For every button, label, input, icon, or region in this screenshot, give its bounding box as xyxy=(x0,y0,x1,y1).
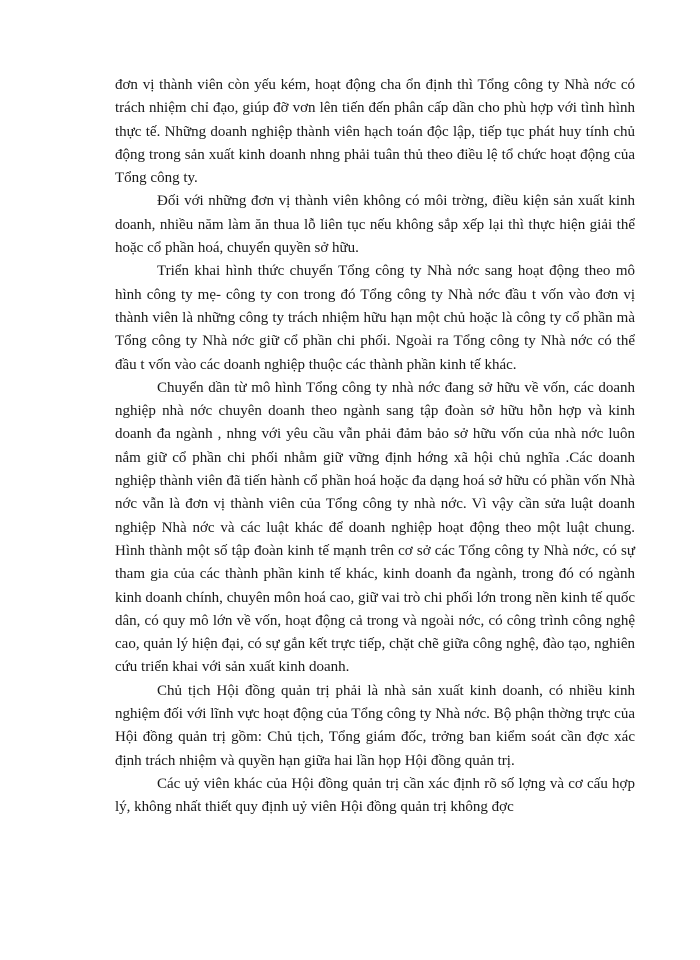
paragraph-5: Chủ tịch Hội đồng quản trị phải là nhà sản xuất kinh doanh, có nhiều kinh nghiệm đối với lĩnh vực hoạt động của Tổng công ty Nhà nớc. Bộ phận thờng trực của Hội đồng quản trị gồm: Chủ tịch, Tổng giám đốc, trởng ban kiểm soát cần đợc xác định trách nhiệm và quyền hạn giữa hai lần họp Hội đồng quản trị. xyxy=(115,682,635,769)
document-page xyxy=(115,74,635,820)
paragraph-4: Chuyển dần từ mô hình Tổng công ty nhà nớc đang sở hữu về vốn, các doanh nghiệp nhà nớc chuyên doanh theo ngành sang tập đoàn sở hữu hỗn hợp và kinh doanh đa ngành , nhng với yêu cầu vẫn phải đảm bảo sở hữu vốn của nhà nớc luôn nắm giữ cổ phần chi phối nhằm giữ vững định hớng xã hội chủ nghĩa .Các doanh nghiệp thành viên đã tiến hành cổ phần hoá hoặc đa dạng hoá sở hữu có phần vốn Nhà nớc vẫn là đơn vị thành viên của Tổng công ty nhà nớc. Vì vậy cần sửa luật doanh nghiệp Nhà nớc và các luật khác để doanh nghiệp hoạt động theo một luật chung. Hình thành một số tập đoàn kinh tế mạnh trên cơ sở các Tổng công ty Nhà nớc, có sự tham gia của các thành phần kinh tế khác, kinh doanh đa ngành, trong đó có ngành kinh doanh chính, chuyên môn hoá cao, giữ vai trò chi phối lớn trong nền kinh tế quốc dân, có quy mô lớn về vốn, hoạt động cả trong và ngoài nớc, có công trình công nghệ cao, quản lý hiện đại, có sự gắn kết trực tiếp, chặt chẽ giữa công nghệ, đào tạo, nghiên cứu triển khai với sản xuất kinh doanh. xyxy=(115,379,635,676)
paragraph-3: Triển khai hình thức chuyển Tổng công ty Nhà nớc sang hoạt động theo mô hình công ty mẹ- công ty con trong đó Tổng công ty Nhà nớc đầu t vốn vào đơn vị thành viên là những công ty trách nhiệm hữu hạn một chủ hoặc là công ty cổ phần mà Tổng công ty Nhà nớc giữ cổ phần chi phối. Ngoài ra Tổng công ty Nhà nớc có thể đầu t vốn vào các doanh nghiệp thuộc các thành phần kinh tế khác. xyxy=(115,263,635,373)
paragraph-1: đơn vị thành viên còn yếu kém, hoạt động cha ổn định thì Tổng công ty Nhà nớc có trách nhiệm chỉ đạo, giúp đỡ vơn lên tiến đến phân cấp dần cho phù hợp với tình hình thực tế. Những doanh nghiệp thành viên hạch toán độc lập, tiếp tục phát huy tính chủ động trong sản xuất kinh doanh nhng phải tuân thủ theo điều lệ tổ chức hoạt động của Tổng công ty. xyxy=(115,77,635,187)
paragraph-2: Đối với những đơn vị thành viên không có môi trờng, điều kiện sản xuất kinh doanh, nhiều năm làm ăn thua lỗ liên tục nếu không sắp xếp lại thì thực hiện giải thể hoặc cổ phần hoá, chuyển quyền sở hữu. xyxy=(115,193,635,257)
paragraph-6: Các uỷ viên khác của Hội đồng quản trị cần xác định rõ số lợng và cơ cấu hợp lý, không nhất thiết quy định uỷ viên Hội đồng quản trị không đợc xyxy=(115,775,635,816)
